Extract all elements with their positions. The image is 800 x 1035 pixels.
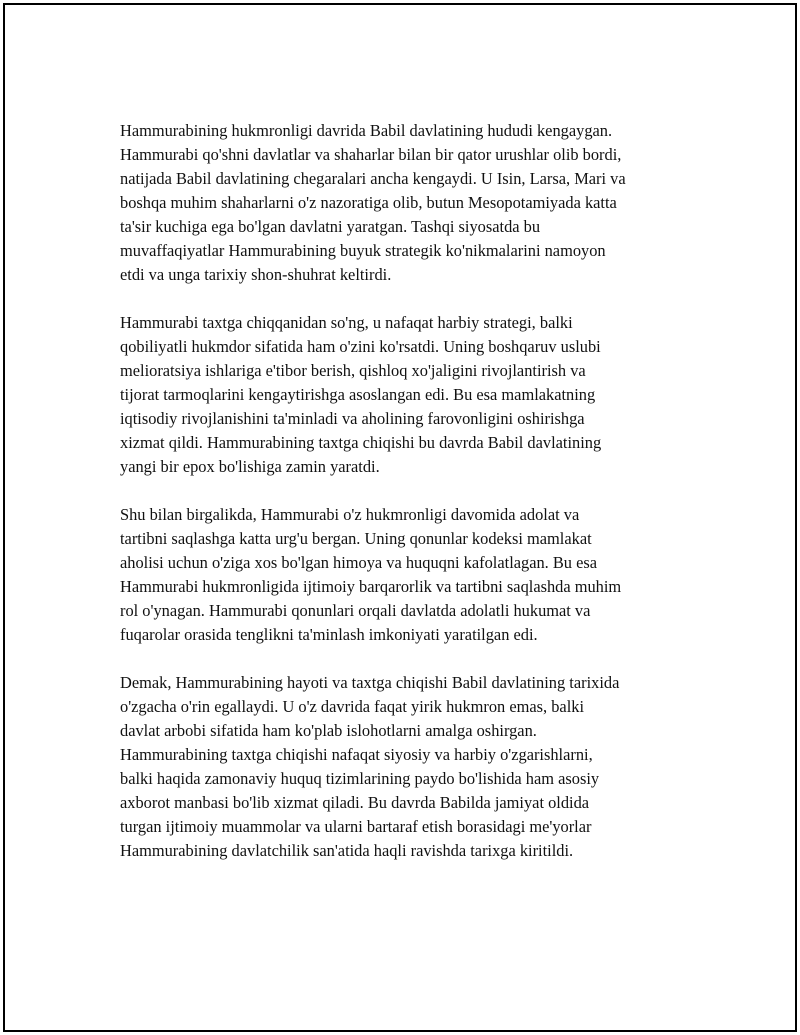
text-line: aholisi uchun o'ziga xos bo'lgan himoya va huquqni kafolatlagan. Bu esa [120, 553, 598, 572]
text-line: tartibni saqlashga katta urg'u bergan. Uning qonunlar kodeksi mamlakat [120, 529, 592, 548]
paragraph-3 [120, 503, 710, 647]
text-line: Hammurabi hukmronligida ijtimoiy barqarorlik va tartibni saqlashda muhim [120, 577, 622, 596]
text-line: axborot manbasi bo'lib xizmat qiladi. Bu davrda Babilda jamiyat oldida [120, 793, 590, 812]
text-line: boshqa muhim shaharlarni o'z nazoratiga olib, butun Mesopotamiyada katta [120, 193, 617, 212]
text-line: qobiliyatli hukmdor sifatida ham o'zini ko'rsatdi. Uning boshqaruv uslubi [120, 337, 601, 356]
paragraph-1 [120, 119, 710, 287]
text-line: turgan ijtimoiy muammolar va ularni bartaraf etish borasidagi me'yorlar [120, 817, 592, 836]
text-line: natijada Babil davlatining chegaralari ancha kengaydi. U Isin, Larsa, Mari va [120, 169, 626, 188]
text-line: melioratsiya ishlariga e'tibor berish, qishloq xo'jaligini rivojlantirish va [120, 361, 586, 380]
text-line: muvaffaqiyatlar Hammurabining buyuk strategik ko'nikmalarini namoyon [120, 241, 606, 260]
document-body [120, 119, 710, 887]
text-line: xizmat qildi. Hammurabining taxtga chiqishi bu davrda Babil davlatining [120, 433, 602, 452]
text-line: Demak, Hammurabining hayoti va taxtga chiqishi Babil davlatining tarixida [120, 673, 620, 692]
text-line: iqtisodiy rivojlanishini ta'minladi va aholining farovonligini oshirishga [120, 409, 585, 428]
document-page [3, 3, 797, 1032]
text-line: Shu bilan birgalikda, Hammurabi o'z hukmronligi davomida adolat va [120, 505, 580, 524]
paragraph-2 [120, 311, 710, 479]
text-line: Hammurabi qo'shni davlatlar va shaharlar bilan bir qator urushlar olib bordi, [120, 145, 622, 164]
text-line: Hammurabining hukmronligi davrida Babil davlatining hududi kengaygan. [120, 121, 613, 140]
text-line: Hammurabi taxtga chiqqanidan so'ng, u nafaqat harbiy strategi, balki [120, 313, 573, 332]
paragraph-4 [120, 671, 710, 863]
text-line: yangi bir epox bo'lishiga zamin yaratdi. [120, 457, 380, 476]
text-line: o'zgacha o'rin egallaydi. U o'z davrida faqat yirik hukmron emas, balki [120, 697, 584, 716]
text-line: Hammurabining davlatchilik san'atida haqli ravishda tarixga kiritildi. [120, 841, 574, 860]
text-line: rol o'ynagan. Hammurabi qonunlari orqali davlatda adolatli hukumat va [120, 601, 591, 620]
text-line: Hammurabining taxtga chiqishi nafaqat siyosiy va harbiy o'zgarishlarni, [120, 745, 593, 764]
text-line: balki haqida zamonaviy huquq tizimlarining paydo bo'lishida ham asosiy [120, 769, 600, 788]
text-line: etdi va unga tarixiy shon-shuhrat keltirdi. [120, 265, 392, 284]
text-line: fuqarolar orasida tenglikni ta'minlash imkoniyati yaratilgan edi. [120, 625, 538, 644]
text-line: ta'sir kuchiga ega bo'lgan davlatni yaratgan. Tashqi siyosatda bu [120, 217, 541, 236]
text-line: tijorat tarmoqlarini kengaytirishga asoslangan edi. Bu esa mamlakatning [120, 385, 596, 404]
text-line: davlat arbobi sifatida ham ko'plab islohotlarni amalga oshirgan. [120, 721, 537, 740]
